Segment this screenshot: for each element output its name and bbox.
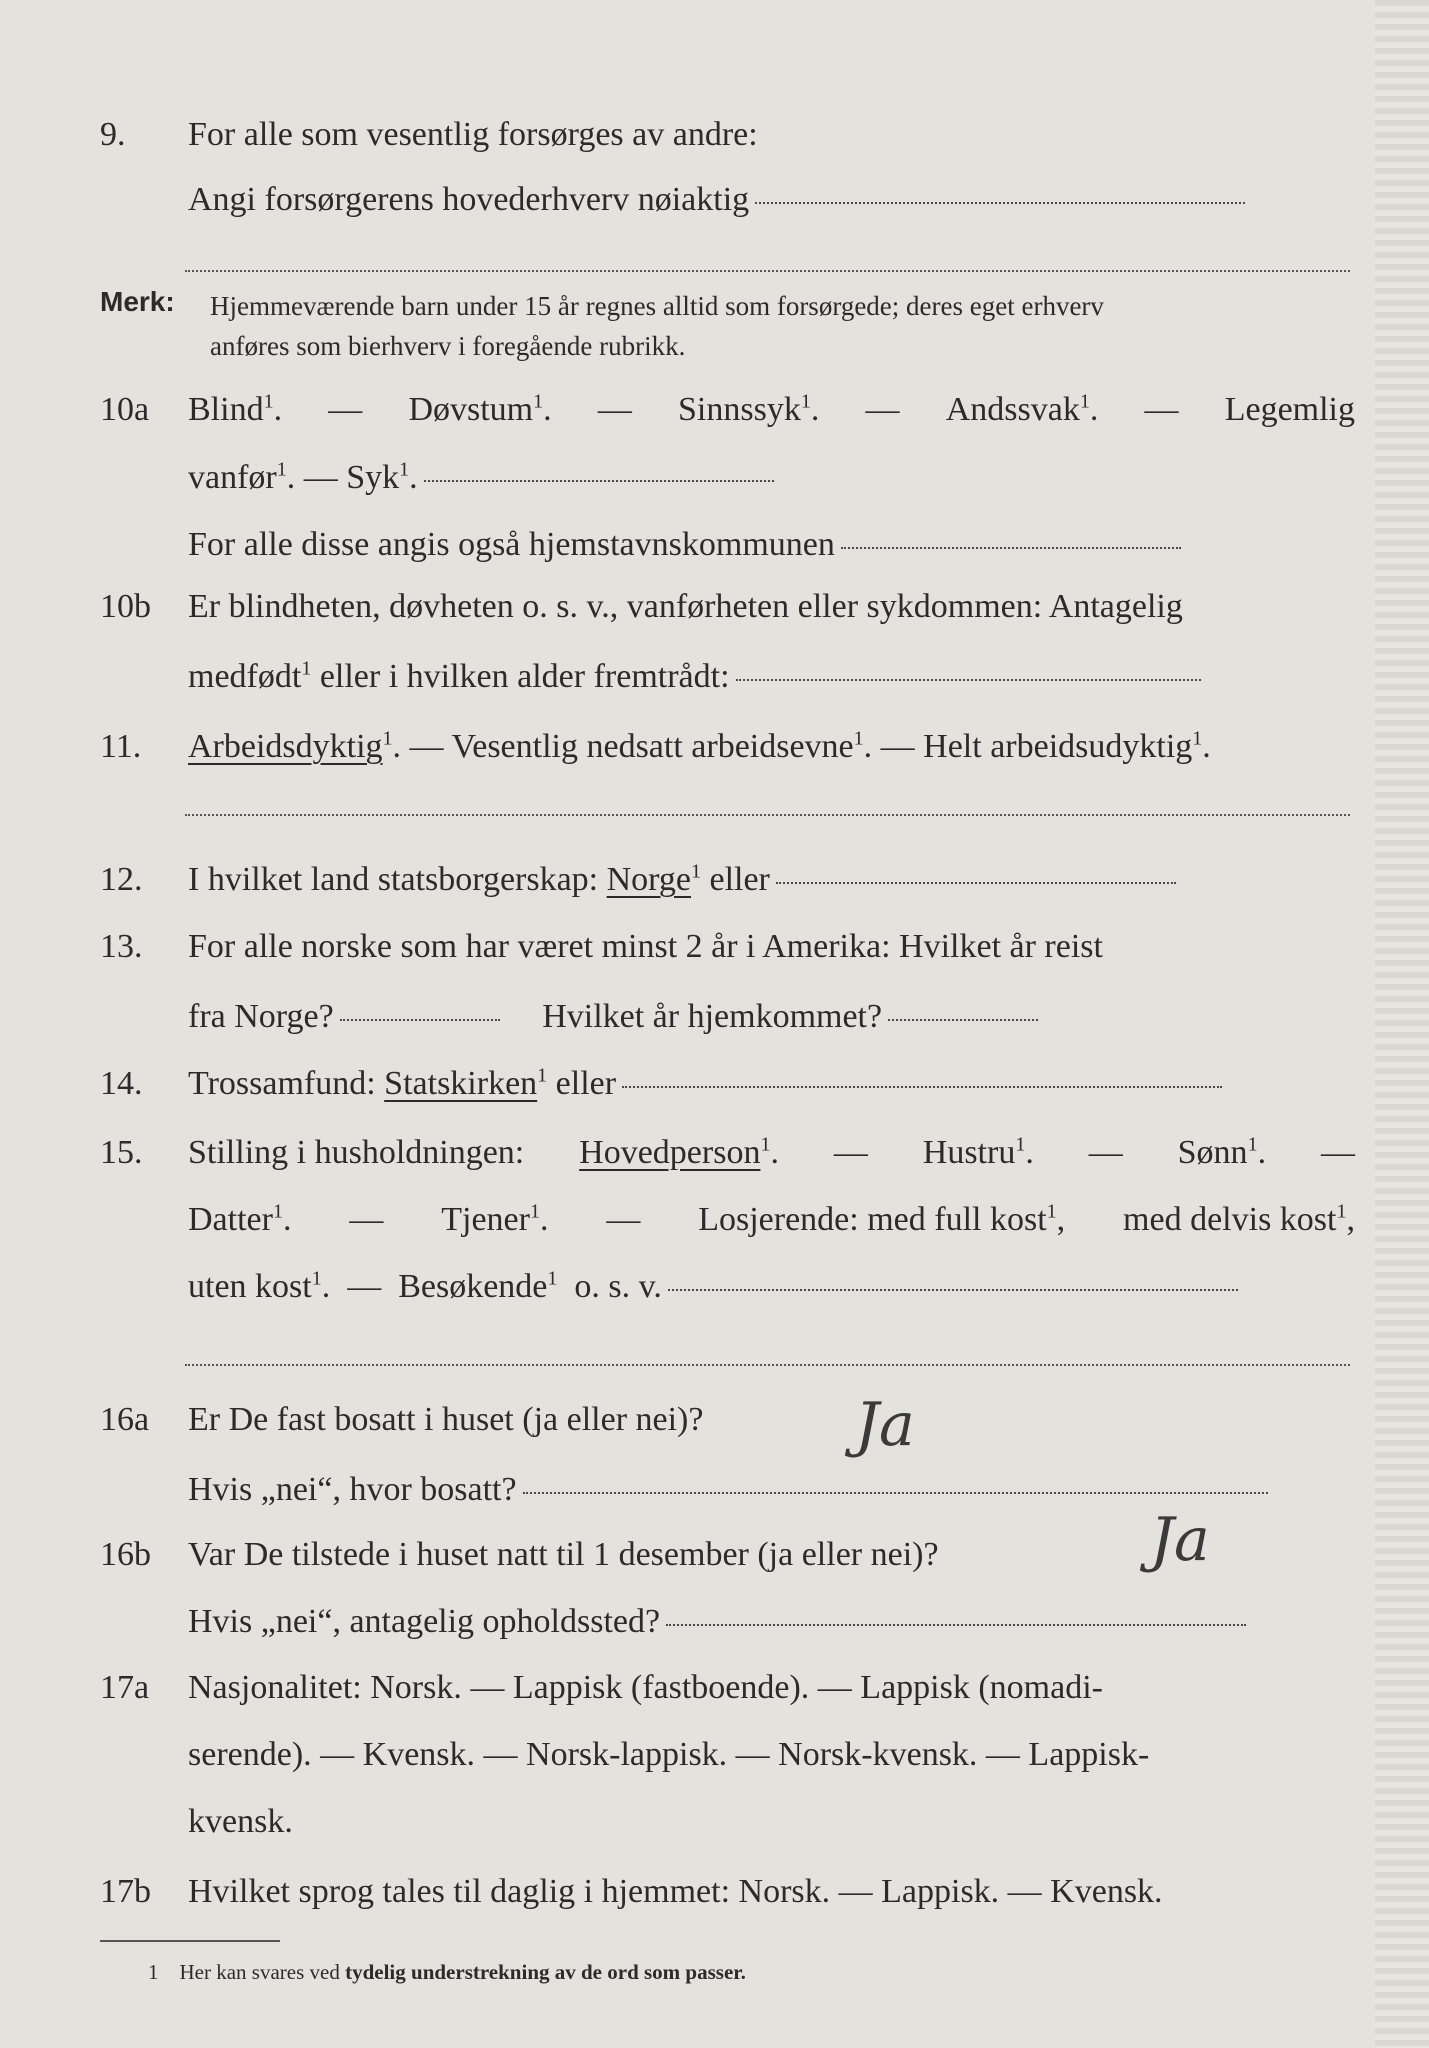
- q13-text-2b: Hvilket år hjemkommet?: [542, 998, 883, 1035]
- q14-text: Trossamfund:: [188, 1065, 376, 1102]
- q15-line1: 15. Stilling i husholdningen: Hovedperson$^1$. — Hustru$^1$. — Sønn$^1$. —: [0, 1118, 1375, 1188]
- q15-option-full-kost[interactable]: Losjerende: med full kost: [698, 1201, 1047, 1238]
- q11-option-udyktig[interactable]: Helt arbeidsudyktig: [923, 728, 1193, 765]
- q16a-number: 16a: [100, 1401, 150, 1438]
- q10a-option-syk[interactable]: Syk: [346, 459, 400, 496]
- q14-answer-field[interactable]: [622, 1084, 1222, 1088]
- q17a-text-3: kvensk.: [188, 1803, 293, 1840]
- q17a-text-2: serende). — Kvensk. — Norsk-lappisk. — Norsk-kvensk. — Lappisk-: [188, 1736, 1150, 1773]
- merk-text-1: Hjemmeværende barn under 15 år regnes alltid som forsørgede; deres eget erhverv: [210, 291, 1104, 321]
- q11-option-nedsatt[interactable]: Vesentlig nedsatt arbeidsevne: [451, 728, 854, 765]
- footnote: [148, 1960, 746, 1985]
- q14-eller: eller: [555, 1065, 617, 1102]
- q17b-line1: [0, 1857, 1375, 1927]
- q15-line2: Datter$^1$. — Tjener$^1$. — Losjerende: med full kost$^1$, med delvis kost$^1$,: [188, 1200, 1355, 1238]
- q14-line1: 14. Trossamfund: Statskirken$^1$ eller: [0, 1049, 1375, 1119]
- q17b-number: 17b: [100, 1873, 151, 1910]
- q15-option-datter[interactable]: Datter: [188, 1201, 273, 1238]
- q10a-option-legemlig[interactable]: Legemlig: [1224, 391, 1355, 428]
- q11-number: 11.: [100, 728, 142, 765]
- q13-text-1: For alle norske som har været minst 2 år i Amerika: Hvilket år reist: [188, 928, 1103, 965]
- q16b-line2: [0, 1587, 1375, 1657]
- q10a-option-vanfor[interactable]: vanfør: [188, 459, 277, 496]
- q17a-line2: [0, 1720, 1375, 1790]
- q10b-text-1: Er blindheten, døvheten o. s. v., vanførheten eller sykdommen: Antagelig: [188, 588, 1183, 625]
- footnote-text: Her kan svares ved: [179, 1960, 340, 1984]
- q15-answer-field[interactable]: [668, 1287, 1238, 1291]
- q9-text-2: Angi forsørgerens hovederhverv nøiaktig: [188, 181, 750, 218]
- q12-answer-field[interactable]: [776, 880, 1176, 884]
- q15-option-tjener[interactable]: Tjener: [441, 1201, 530, 1238]
- q11-line1: 11. Arbeidsdyktig$^1$. — Vesentlig nedsatt arbeidsevne$^1$. — Helt arbeidsudyktig$^1$.: [0, 712, 1375, 782]
- q16a-text-1: Er De fast bosatt i huset (ja eller nei)?: [188, 1401, 704, 1438]
- q10b-line1: [0, 572, 1375, 642]
- q10b-answer-field[interactable]: [736, 677, 1201, 681]
- q11-answer-field[interactable]: [185, 812, 1350, 816]
- merk-text-2: anføres som bierhverv i foregående rubrikk.: [210, 331, 686, 361]
- q17a-line1: [0, 1653, 1375, 1723]
- q9-number: 9.: [100, 116, 126, 153]
- q10a-text-3: For alle disse angis også hjemstavnskommunen: [188, 526, 835, 563]
- merk-label: Merk:: [100, 286, 175, 317]
- q10b-number: 10b: [100, 588, 151, 625]
- q10a-line2: vanfør$^1$. — Syk$^1$.: [0, 443, 1375, 513]
- q11-option-arbeidsdyktig[interactable]: Arbeidsdyktig: [188, 728, 383, 765]
- q13-hjemkommet-field[interactable]: [888, 1017, 1038, 1021]
- q17a-number: 17a: [100, 1669, 150, 1706]
- q10b-text-2: eller i hvilken alder fremtrådt:: [319, 658, 730, 695]
- q15-line3: uten kost$^1$. — Besøkende$^1$ o. s. v.: [0, 1252, 1375, 1322]
- q15-option-uten-kost[interactable]: uten kost: [188, 1268, 312, 1305]
- q12-eller: eller: [709, 861, 770, 898]
- q16a-answer-field[interactable]: [523, 1490, 1268, 1494]
- footnote-mark: 1: [148, 1960, 159, 1984]
- q17a-text-1: Nasjonalitet: Norsk. — Lappisk (fastboende). — Lappisk (nomadi-: [188, 1669, 1103, 1706]
- q10a-option-blind[interactable]: Blind: [188, 391, 264, 428]
- q17b-text-1: Hvilket sprog tales til daglig i hjemmet: Norsk. — Lappisk. — Kvensk.: [188, 1873, 1163, 1910]
- q10a-option-dovstum[interactable]: Døvstum: [408, 391, 534, 428]
- q10b-line2: medfødt$^1$ eller i hvilken alder fremtrådt:: [0, 642, 1375, 712]
- q9-line1: [0, 100, 1375, 170]
- q16b-handwritten-answer[interactable]: Ja: [1150, 1505, 1210, 1575]
- q12-text: I hvilket land statsborgerskap:: [188, 861, 599, 898]
- q9-answer-field[interactable]: [755, 200, 1245, 204]
- q13-line1: [0, 912, 1375, 982]
- q15-answer-field-2[interactable]: [185, 1362, 1350, 1366]
- q10a-answer-field[interactable]: [424, 478, 774, 482]
- q15-number: 15.: [100, 1134, 143, 1171]
- q16b-text-1: Var De tilstede i huset natt til 1 desember (ja eller nei)?: [188, 1536, 939, 1573]
- q15-text: Stilling i husholdningen:: [188, 1134, 525, 1171]
- q15-option-sonn[interactable]: Sønn: [1177, 1134, 1248, 1171]
- q15-option-hustru[interactable]: Hustru: [922, 1134, 1016, 1171]
- q17a-line3: [0, 1787, 1375, 1857]
- q15-option-besokende[interactable]: Besøkende: [398, 1268, 548, 1305]
- footnote-bold-text: tydelig understrekning av de ord som passer.: [345, 1960, 746, 1984]
- page-edge: [1375, 0, 1429, 2048]
- q10a-number: 10a: [100, 391, 150, 428]
- q16a-handwritten-answer[interactable]: Ja: [855, 1390, 915, 1460]
- q10b-option-medfodt[interactable]: medfødt: [188, 658, 302, 695]
- q14-number: 14.: [100, 1065, 143, 1102]
- q16b-text-2: Hvis „nei“, antagelig opholdssted?: [188, 1603, 661, 1640]
- q13-text-2a: fra Norge?: [188, 998, 334, 1035]
- q9-line2: [0, 165, 1375, 235]
- q15-option-delvis-kost[interactable]: med delvis kost: [1123, 1201, 1337, 1238]
- q16a-line1: [0, 1385, 1375, 1460]
- q14-option-statskirken[interactable]: Statskirken: [384, 1065, 538, 1102]
- q15-option-hovedperson[interactable]: Hovedperson: [579, 1134, 761, 1171]
- q10a-option-andssvak[interactable]: Andssvak: [945, 391, 1080, 428]
- footnote-rule: [100, 1940, 280, 1942]
- q10a-line3: [0, 510, 1375, 580]
- q9-answer-field-2[interactable]: [185, 268, 1350, 272]
- q16a-text-2: Hvis „nei“, hvor bosatt?: [188, 1471, 517, 1508]
- q12-line1: 12. I hvilket land statsborgerskap: Norge$^1$ eller: [0, 845, 1375, 915]
- q10a-line1: 10a Blind$^1$. — Døvstum$^1$. — Sinnssyk$^1$. — Andssvak$^1$. — Legemlig: [0, 375, 1375, 445]
- q16b-answer-field[interactable]: [666, 1622, 1246, 1626]
- q10a-option-sinnssyk[interactable]: Sinnssyk: [678, 391, 801, 428]
- q12-number: 12.: [100, 861, 143, 898]
- q13-line2: [0, 982, 1375, 1052]
- q15-osv: o. s. v.: [574, 1268, 662, 1305]
- q13-reist-field[interactable]: [340, 1017, 500, 1021]
- q12-option-norge[interactable]: Norge: [606, 861, 691, 898]
- q16b-number: 16b: [100, 1536, 151, 1573]
- q9-text-1: For alle som vesentlig forsørges av andre:: [188, 116, 758, 153]
- q13-number: 13.: [100, 928, 143, 965]
- q10a-hjemstavn-field[interactable]: [841, 545, 1181, 549]
